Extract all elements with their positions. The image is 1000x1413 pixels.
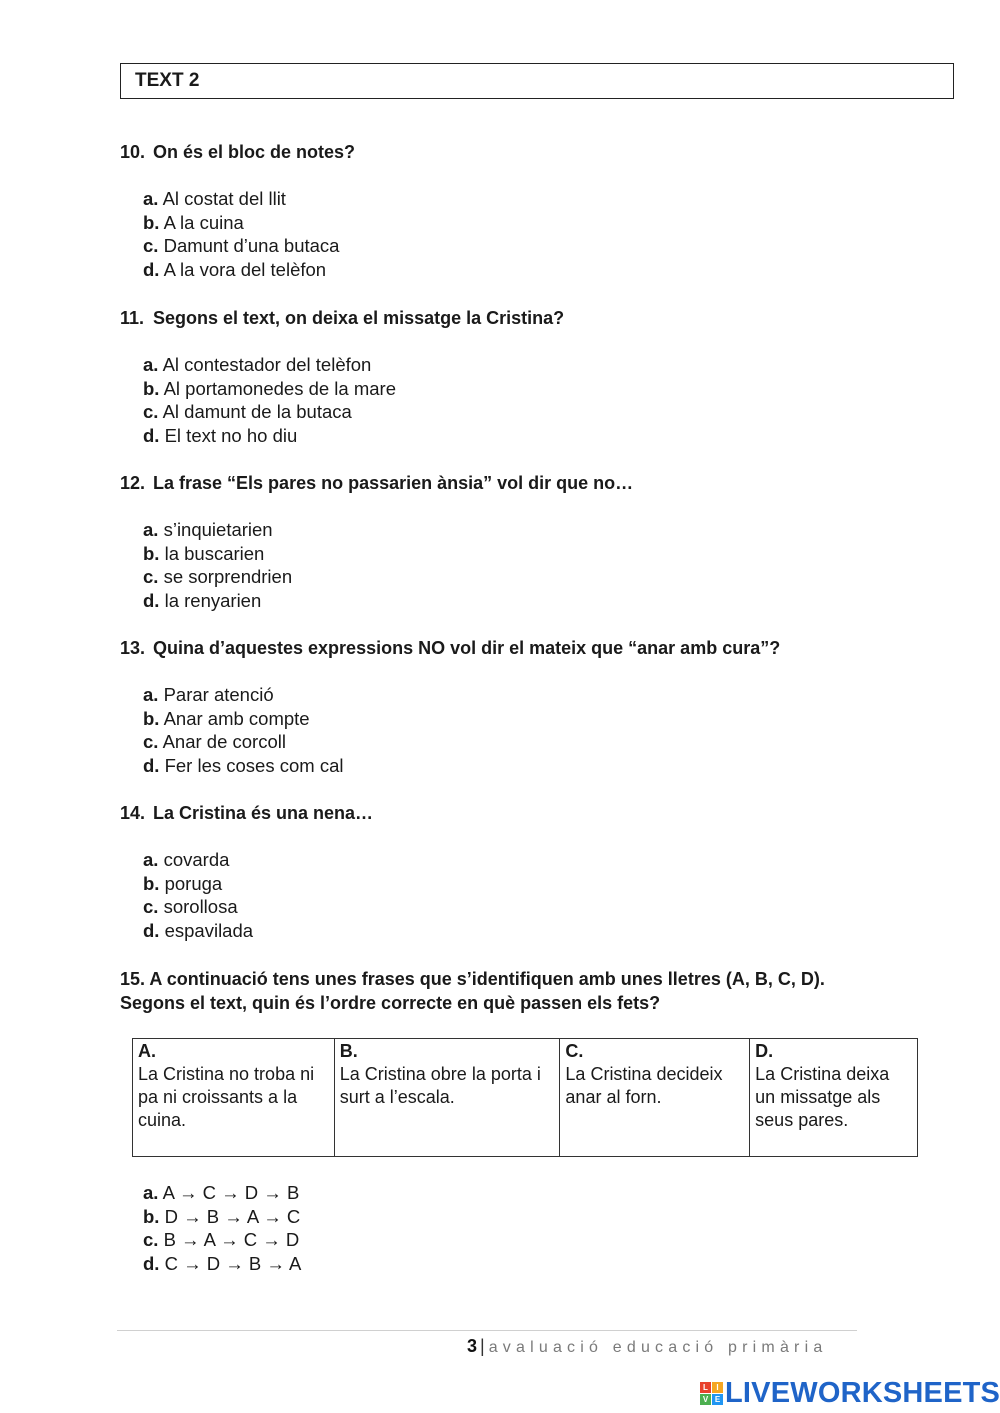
fact-cell-b	[334, 1039, 560, 1157]
option-d[interactable]: d. la renyarien	[143, 590, 262, 612]
question-14	[120, 801, 373, 825]
footer-separator: |	[480, 1336, 485, 1356]
question-13	[120, 636, 780, 660]
liveworksheets-logo-icon: L I V E	[700, 1382, 723, 1405]
option-a[interactable]: a. Al contestador del telèfon	[143, 354, 372, 375]
fact-header: C.	[565, 1041, 584, 1061]
question-text: Quina d’aquestes expressions NO vol dir el mateix que “anar amb cura”?	[153, 638, 781, 658]
option-c[interactable]: c. se sorprendrien	[143, 566, 293, 588]
fact-text: La Cristina decideix anar al forn.	[565, 1064, 723, 1107]
question-15	[120, 967, 880, 1015]
fact-header: B.	[339, 1041, 358, 1061]
option-c[interactable]: c. Damunt d’una butaca	[143, 235, 340, 257]
option-a[interactable]: a. Al costat del llit	[143, 188, 286, 209]
footer-text: avaluació educació primària	[488, 1339, 828, 1356]
option-b[interactable]: b. la buscarien	[143, 542, 265, 564]
brand-name: LIVEWORKSHEETS	[725, 1377, 1000, 1409]
option-b[interactable]: b. D → B → A → C	[143, 1205, 301, 1227]
question-number: 13.	[120, 638, 146, 658]
question-text: On és el bloc de notes?	[153, 142, 356, 162]
option-d[interactable]: d. A la vora del telèfon	[143, 259, 327, 281]
option-a[interactable]: a. s’inquietarien	[143, 519, 273, 540]
question-number: 12.	[120, 473, 146, 493]
text-heading: TEXT 2	[135, 70, 200, 91]
footer-divider	[117, 1330, 857, 1331]
option-b[interactable]: b. A la cuina	[143, 211, 244, 233]
question-text: Segons el text, on deixa el missatge la Cristina?	[153, 308, 565, 328]
question-number: 11.	[120, 308, 145, 328]
question-12	[120, 471, 633, 495]
option-b[interactable]: b. Al portamonedes de la mare	[143, 377, 396, 399]
option-a[interactable]: a. A → C → D → B	[143, 1182, 300, 1203]
fact-text: La Cristina no troba ni pa ni croissants a la cuina.	[138, 1064, 315, 1130]
question-13-options	[143, 683, 343, 778]
option-b[interactable]: b. Anar amb compte	[143, 707, 310, 729]
option-d[interactable]: d. C → D → B → A	[143, 1253, 302, 1275]
option-c[interactable]: c. B → A → C → D	[143, 1229, 300, 1251]
option-c[interactable]: c. sorollosa	[143, 896, 238, 918]
question-10	[120, 140, 355, 164]
fact-text: La Cristina obre la porta i surt a l’escala.	[339, 1064, 541, 1107]
facts-table	[132, 1038, 918, 1157]
question-text: La Cristina és una nena…	[153, 803, 374, 823]
text-heading-box	[120, 63, 954, 99]
page-footer	[467, 1334, 827, 1360]
fact-text: La Cristina deixa un missatge als seus pares.	[755, 1064, 890, 1130]
question-number: 10.	[120, 142, 146, 162]
fact-cell-a	[133, 1039, 335, 1157]
fact-cell-c	[560, 1039, 750, 1157]
question-12-options	[143, 518, 292, 613]
option-c[interactable]: c. Anar de corcoll	[143, 731, 286, 753]
fact-header: A.	[138, 1041, 156, 1061]
option-b[interactable]: b. poruga	[143, 872, 223, 894]
fact-header: D.	[755, 1041, 774, 1061]
question-11	[120, 306, 564, 330]
liveworksheets-brand[interactable]	[700, 1378, 1000, 1408]
option-c[interactable]: c. Al damunt de la butaca	[143, 401, 352, 423]
question-number: 14.	[120, 803, 146, 823]
option-d[interactable]: d. El text no ho diu	[143, 425, 298, 447]
option-a[interactable]: a. covarda	[143, 849, 230, 870]
page-number: 3	[467, 1336, 478, 1356]
question-text: La frase “Els pares no passarien ànsia” vol dir que no…	[153, 473, 634, 493]
question-number: 15.	[120, 969, 146, 989]
option-d[interactable]: d. espavilada	[143, 920, 254, 942]
fact-cell-d	[750, 1039, 918, 1157]
question-14-options	[143, 848, 253, 943]
option-a[interactable]: a. Parar atenció	[143, 684, 274, 705]
question-15-options	[143, 1181, 301, 1276]
question-text: A continuació tens unes frases que s’identifiquen amb unes lletres (A, B, C, D). Segons el text, quin és l’ordre correcte en què passen els fets?	[120, 969, 825, 1013]
question-10-options	[143, 187, 339, 282]
table-row	[133, 1039, 918, 1157]
question-11-options	[143, 353, 396, 448]
option-d[interactable]: d. Fer les coses com cal	[143, 755, 344, 777]
